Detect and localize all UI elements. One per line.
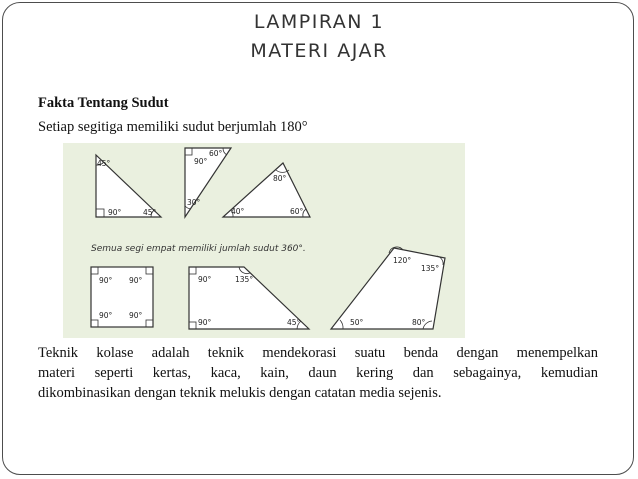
trapezoid-shape [189,267,309,329]
angles-diagram [63,143,465,338]
triangle3-angle-left: 40° [231,207,245,216]
paragraph-line: materi seperti kertas, kaca, kain, daun kering dan sebagainya, kemudian [38,365,598,381]
trapezoid-angle-bl: 90° [198,318,212,327]
quad-angle-bl: 50° [350,318,364,327]
trapezoid-angle-tl: 90° [198,275,212,284]
triangle1-angle-right: 90° [108,208,122,217]
triangle3-angle-right: 60° [290,207,304,216]
trapezoid-angle-br: 45° [287,318,301,327]
triangle-90-60-30 [185,148,231,217]
quad-angle-top: 120° [393,256,412,265]
square-angle-bl: 90° [99,311,113,320]
triangle-80-40-60 [223,163,310,217]
angles-figure [63,143,465,338]
slide-title-line1: LAMPIRAN 1 [253,11,385,33]
slide-title-line2: MATERI AJAR [250,40,388,62]
intro-text: Setiap segitiga memiliki sudut berjumlah 180° [38,119,308,135]
triangle2-angle-topright: 60° [209,149,223,158]
triangle-45-90-45 [96,155,161,217]
section-heading: Fakta Tentang Sudut [38,95,169,111]
paragraph-line: dikombinasikan dengan teknik melukis dengan catatan media sejenis. [38,385,442,401]
square-shape [91,267,153,327]
quadrilateral-caption: Semua segi empat memiliki jumlah sudut 360°. [91,244,306,254]
square-angle-tl: 90° [99,276,113,285]
square-angle-tr: 90° [129,276,143,285]
irregular-quadrilateral [331,247,445,329]
quad-angle-br: 80° [412,318,426,327]
paragraph-line: Teknik kolase adalah teknik mendekorasi suatu benda dengan menempelkan [38,345,598,361]
quad-angle-right: 135° [421,264,440,273]
triangle1-angle-top: 45° [97,159,111,168]
triangle3-angle-top: 80° [273,174,287,183]
trapezoid-angle-tr: 135° [235,275,254,284]
body-paragraph [38,343,598,403]
triangle1-angle-bottom: 45° [143,208,157,217]
square-angle-br: 90° [129,311,143,320]
triangle2-angle-topleft: 90° [194,157,208,166]
triangle2-angle-bottom: 30° [187,198,201,207]
